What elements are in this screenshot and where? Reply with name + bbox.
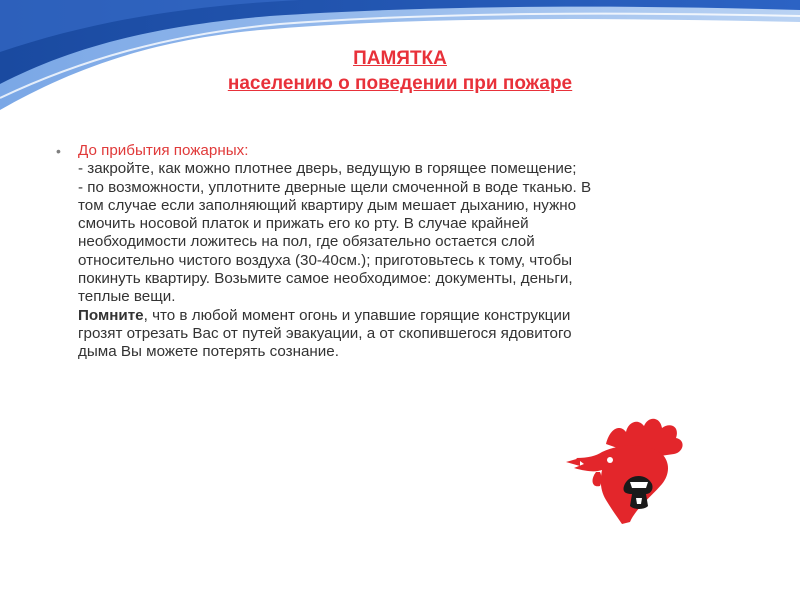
- text-line: теплые вещи.: [78, 288, 176, 306]
- remember-rest: , что в любой момент огонь и упавшие горящие конструкции: [143, 306, 571, 324]
- text-line: - закройте, как можно плотнее дверь, ведущую в горящее помещение;: [78, 160, 577, 178]
- text-line: относительно чистого воздуха (30-40см.); приготовьтесь к тому, чтобы: [78, 251, 573, 269]
- text-line: - по возможности, уплотните дверные щели смоченной в воде тканью. В: [78, 178, 592, 196]
- lead-text: До прибытия пожарных:: [78, 142, 249, 159]
- text-line: смочить носовой платок и прижать его ко рту. В случае крайней: [78, 215, 529, 233]
- bullet-marker: •: [56, 143, 61, 159]
- title-line-1: ПАМЯТКА: [353, 48, 447, 69]
- memo-content: [56, 142, 736, 362]
- remember-line: [78, 307, 736, 325]
- title-line-2: населению о поведении при пожаре: [227, 73, 573, 94]
- text-line: необходимости ложитесь на пол, где обязательно остается слой: [78, 233, 535, 251]
- text-line: грозят отрезать Вас от путей эвакуации, а от скопившегося ядовитого: [78, 324, 572, 342]
- remember-word: Помните: [78, 306, 144, 324]
- fire-rooster-logo-icon: [566, 414, 692, 526]
- instructions-text: [78, 160, 736, 361]
- page-title: [0, 46, 800, 96]
- text-line: том случае если заполняющий квартиру дым мешает дыханию, нужно: [78, 196, 577, 214]
- text-line: дыма Вы можете потерять сознание.: [78, 343, 339, 361]
- bullet-item: [56, 142, 736, 160]
- text-line: покинуть квартиру. Возьмите самое необходимое: документы, деньги,: [78, 270, 573, 288]
